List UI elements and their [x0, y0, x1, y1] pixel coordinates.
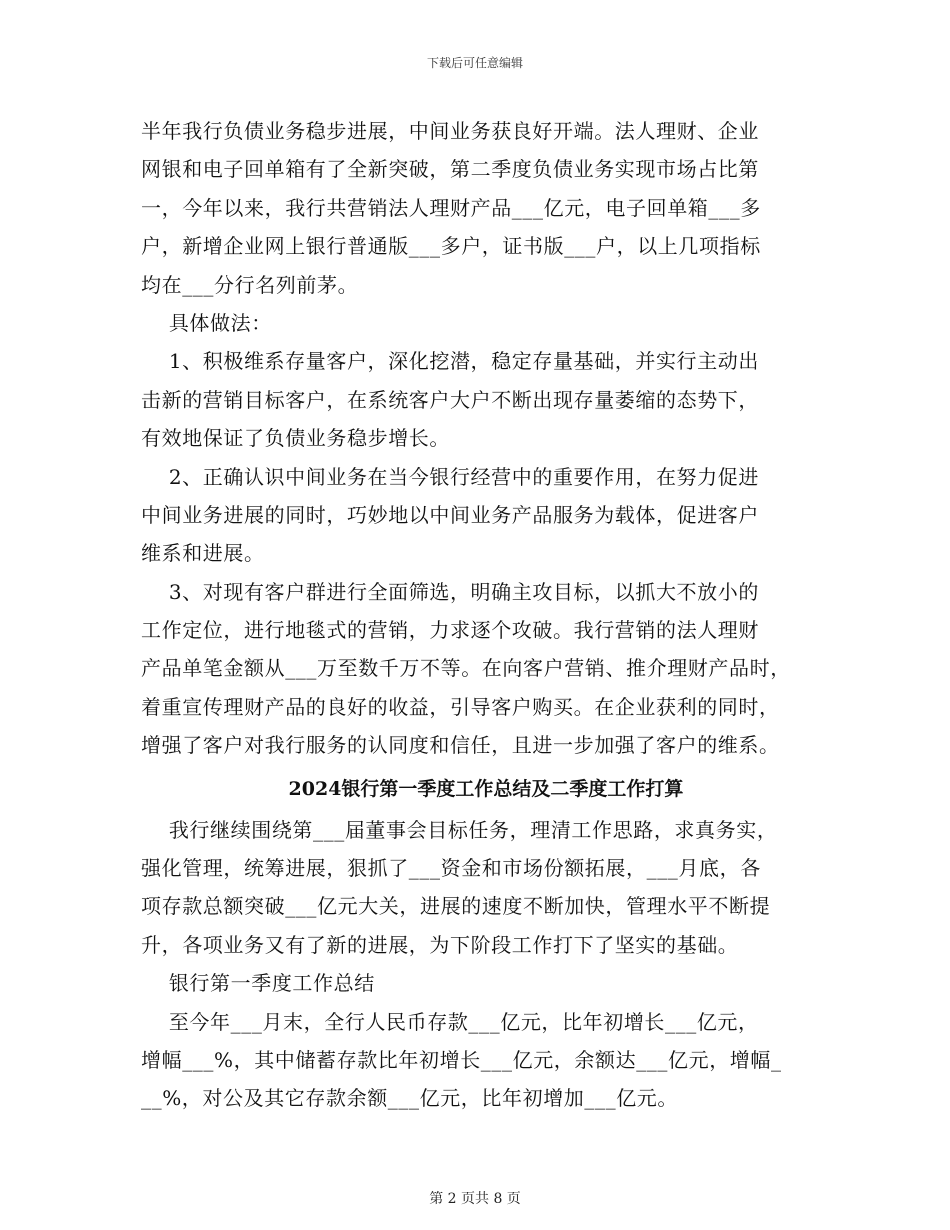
- text-line: 半年我行负债业务稳步进展，中间业务获良好开端。法人理财、企业: [141, 119, 759, 143]
- text-line: 1、积极维系存量客户，深化挖潜，稳定存量基础，并实行主动出: [141, 349, 759, 374]
- method-item-3: [141, 573, 831, 765]
- paragraph-intro-results: [141, 112, 831, 304]
- text-line: 3、对现有客户群进行全面筛选，明确主攻目标，以抓大不放小的: [141, 579, 759, 604]
- text-line: 网银和电子回单箱有了全新突破，第二季度负债业务实现市场占比第: [141, 157, 759, 182]
- subheading: 银行第一季度工作总结: [141, 971, 375, 996]
- paragraph-section-intro: [141, 811, 831, 965]
- text-line: 着重宣传理财产品的良好的收益，引导客户购买。在企业获利的同时，: [141, 694, 780, 719]
- page-header: 下载后可任意编辑: [426, 56, 523, 70]
- text-line: __%，对公及其它存款余额___亿元，比年初增加___亿元。: [141, 1086, 679, 1111]
- section-title: 2024银行第一季度工作总结及二季度工作打算: [288, 777, 684, 800]
- text-line: 击新的营销目标客户，在系统客户大户不断出现存量萎缩的态势下，: [141, 387, 759, 412]
- text-line: 2、正确认识中间业务在当今银行经营中的重要作用，在努力促进: [141, 464, 759, 489]
- text-line: 升，各项业务又有了新的进展，为下阶段工作打下了坚实的基础。: [141, 932, 739, 957]
- text-line: 工作定位，进行地毯式的营销，力求逐个攻破。我行营销的法人理财: [141, 618, 759, 643]
- method-item-1: [141, 342, 831, 457]
- text-line: 增强了客户对我行服务的认同度和信任，且进一步加强了客户的维系。: [141, 733, 780, 758]
- paragraph-deposit-summary: [141, 1003, 831, 1118]
- method-item-2: [141, 458, 831, 573]
- text-line: 有效地保证了负债业务稳步增长。: [141, 426, 450, 451]
- text-line: 户，新增企业网上银行普通版___多户，证书版___户，以上几项指标: [141, 234, 761, 259]
- text-line: 至今年___月末，全行人民币存款___亿元，比年初增长___亿元，: [141, 1009, 759, 1034]
- text-line: 我行继续围绕第___届董事会目标任务，理清工作思路，求真务实，: [141, 817, 778, 842]
- text-line: 维系和进展。: [141, 541, 265, 566]
- document-body: [141, 112, 831, 1118]
- text-line: 均在___分行名列前茅。: [141, 272, 359, 297]
- text-line: 一，今年以来，我行共营销法人理财产品___亿元，电子回单箱___多: [141, 195, 761, 220]
- page-footer: 第 2 页共 8 页: [429, 1191, 521, 1207]
- text-line: 中间业务进展的同时，巧妙地以中间业务产品服务为载体，促进客户: [141, 502, 759, 527]
- text-line: 强化管理，统筹进展，狠抓了___资金和市场份额拓展，___月底，各: [141, 856, 761, 881]
- methods-heading: 具体做法：: [141, 310, 272, 335]
- text-line: 增幅___%，其中储蓄存款比年初增长___亿元，余额达___亿元，增幅_: [141, 1047, 782, 1072]
- text-line: 产品单笔金额从___万至数千万不等。在向客户营销、推介理财产品时，: [141, 656, 791, 681]
- text-line: 项存款总额突破___亿元大关，进展的速度不断加快，管理水平不断提: [141, 894, 771, 919]
